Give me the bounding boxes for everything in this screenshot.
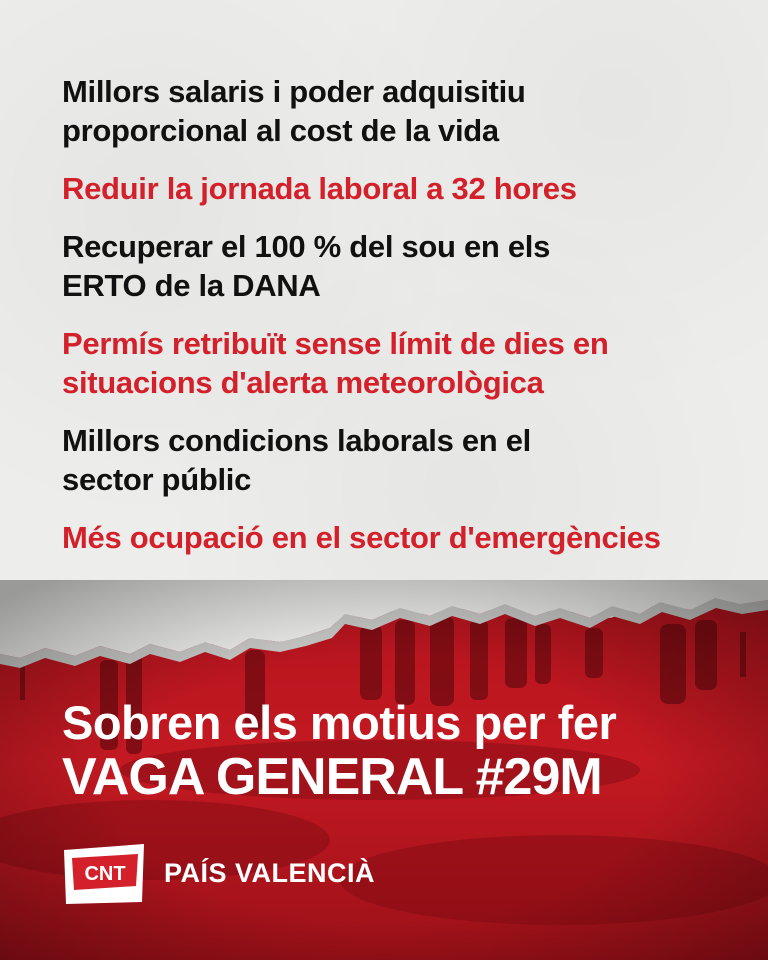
footer-brand [62,842,375,904]
demands-list [62,72,742,576]
demand-emergency-jobs: Més ocupació en el sector d'emergències [62,520,661,555]
region-name: PAÍS VALENCIÀ [164,857,376,888]
demand-wages: Millors salaris i poder adquisitiu proporcional al cost de la vida [62,74,526,148]
demand-32-hours: Reduir la jornada laboral a 32 hores [62,171,577,206]
demand-erto-dana: Recuperar el 100 % del sou en els ERTO de la DANA [62,229,551,303]
headline [62,696,616,804]
headline-line-2: VAGA GENERAL #29M [62,748,602,806]
demand-weather-leave: Permís retribuït sense límit de dies en situacions d'alerta meteorològica [62,326,609,400]
demand-public-sector: Millors condicions laborals en el sector públic [62,423,531,497]
cnt-logo-icon [62,842,146,904]
headline-line-1: Sobren els motius per fer [62,696,617,749]
cnt-logo-text: CNT [84,863,126,885]
